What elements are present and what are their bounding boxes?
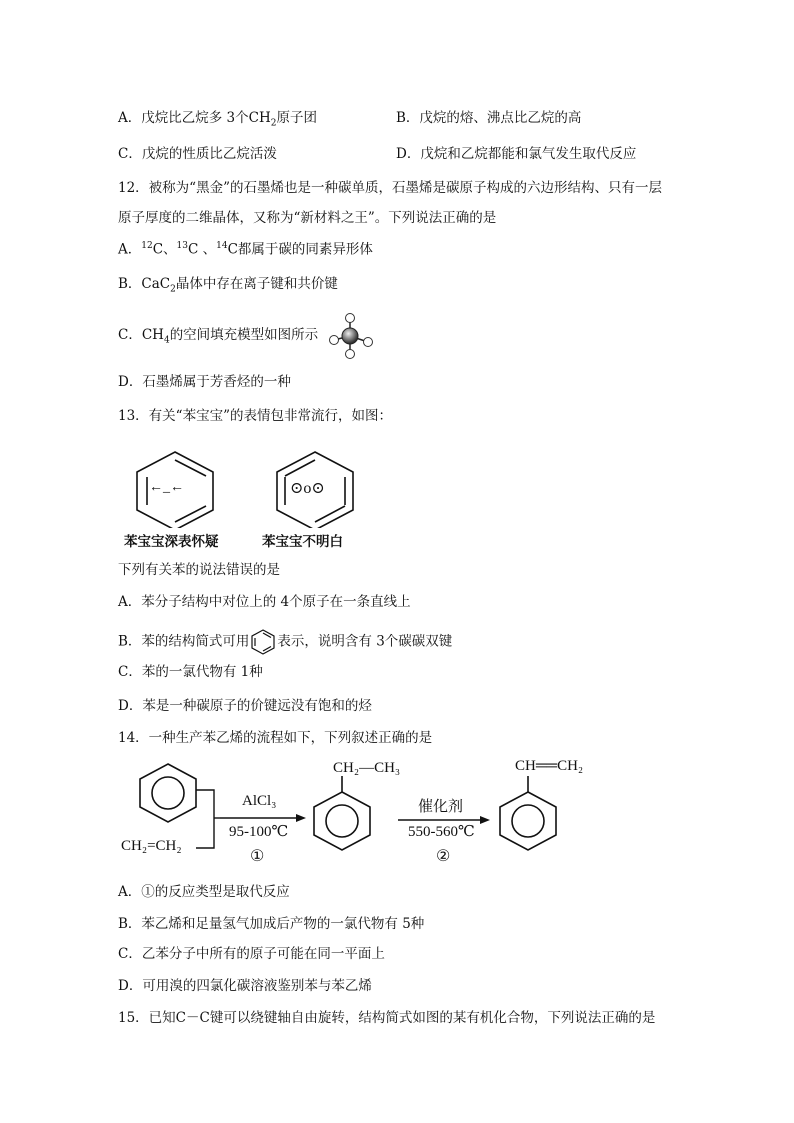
q13-option-b: B．苯的结构简式可用 表示，说明含有 3个碳碳双键 xyxy=(118,628,452,656)
q12-option-d: D．石墨烯属于芳香烃的一种 xyxy=(118,374,291,390)
face-confused-expression: ⊙o⊙ xyxy=(290,480,325,497)
q14-option-a: A．①的反应类型是取代反应 xyxy=(118,884,290,900)
condition-step2: 550-560℃ xyxy=(408,824,475,840)
catalyst-label: 催化剂 xyxy=(418,799,464,815)
q12-option-c: C．$CH_4$的空间填充模型如图所示 xyxy=(118,327,319,346)
q13-stem: 13．有关“苯宝宝”的表情包非常流行，如图： xyxy=(118,408,392,424)
q15-stem: 15．已知C－C键可以绕键轴自由旋转，结构简式如图的某有机化合物，下列说法正确的是 xyxy=(118,1010,656,1026)
face-doubt-expression: ←_← xyxy=(149,480,184,495)
q14-option-c: C．乙苯分子中所有的原子可能在同一平面上 xyxy=(118,946,385,962)
step1-label: ① xyxy=(250,846,265,865)
catalyst-alcl3: AlCl₃ xyxy=(242,793,277,809)
q12-stem-line1: 12．被称为“黑金”的石墨烯也是一种碳单质，石墨烯是碳原子构成的六边形结构、只有一层 xyxy=(118,180,662,196)
methane-model-icon xyxy=(326,312,376,360)
q13-option-a: A．苯分子结构中对位上的 4个原子在一条直线上 xyxy=(118,594,411,610)
caption-face-doubt: 苯宝宝深表怀疑 xyxy=(124,534,219,550)
benzene-reactant-icon xyxy=(136,762,200,824)
condition-step1: 95-100℃ xyxy=(229,824,289,840)
caption-face-confused: 苯宝宝不明白 xyxy=(262,534,343,550)
ethylene-label: CH₂=CH₂ xyxy=(121,838,182,854)
ethyl-group-label: CH₂—CH₃ xyxy=(333,760,401,776)
q13-lead: 下列有关苯的说法错误的是 xyxy=(118,562,280,578)
q11-option-d: D．戊烷和乙烷都能和氯气发生取代反应 xyxy=(396,146,637,162)
q12-stem-line2: 原子厚度的二维晶体，又称为“新材料之王”。下列说法正确的是 xyxy=(118,210,497,226)
q12-option-a: A．$^{12}$C、$^{13}$C 、$^{14}$C都属于碳的同素异形体 xyxy=(118,241,373,258)
reactant-bracket xyxy=(196,788,220,852)
q14-option-d: D．可用溴的四氯化碳溶液鉴别苯与苯乙烯 xyxy=(118,978,372,994)
styrene-icon xyxy=(496,772,560,852)
q13-option-d: D．苯是一种碳原子的价键远没有饱和的烃 xyxy=(118,698,372,714)
q11-option-a: A．戊烷比乙烷多 3个$CH_2$原子团 xyxy=(118,110,317,129)
step2-label: ② xyxy=(436,846,451,865)
q11-option-b: B．戊烷的熔、沸点比乙烷的高 xyxy=(396,110,582,126)
benzene-kekule-icon xyxy=(249,628,277,656)
vinyl-group-label: CH══CH₂ xyxy=(515,758,584,774)
ethylbenzene-icon xyxy=(310,772,374,852)
q11-option-c: C．戊烷的性质比乙烷活泼 xyxy=(118,146,277,162)
q14-stem: 14．一种生产苯乙烯的流程如下，下列叙述正确的是 xyxy=(118,730,433,746)
q12-option-b: B．CaC$_2$晶体中存在离子键和共价键 xyxy=(118,276,338,295)
q13-option-c: C．苯的一氯代物有 1种 xyxy=(118,664,263,680)
q14-option-b: B．苯乙烯和足量氢气加成后产物的一氯代物有 5种 xyxy=(118,916,425,932)
